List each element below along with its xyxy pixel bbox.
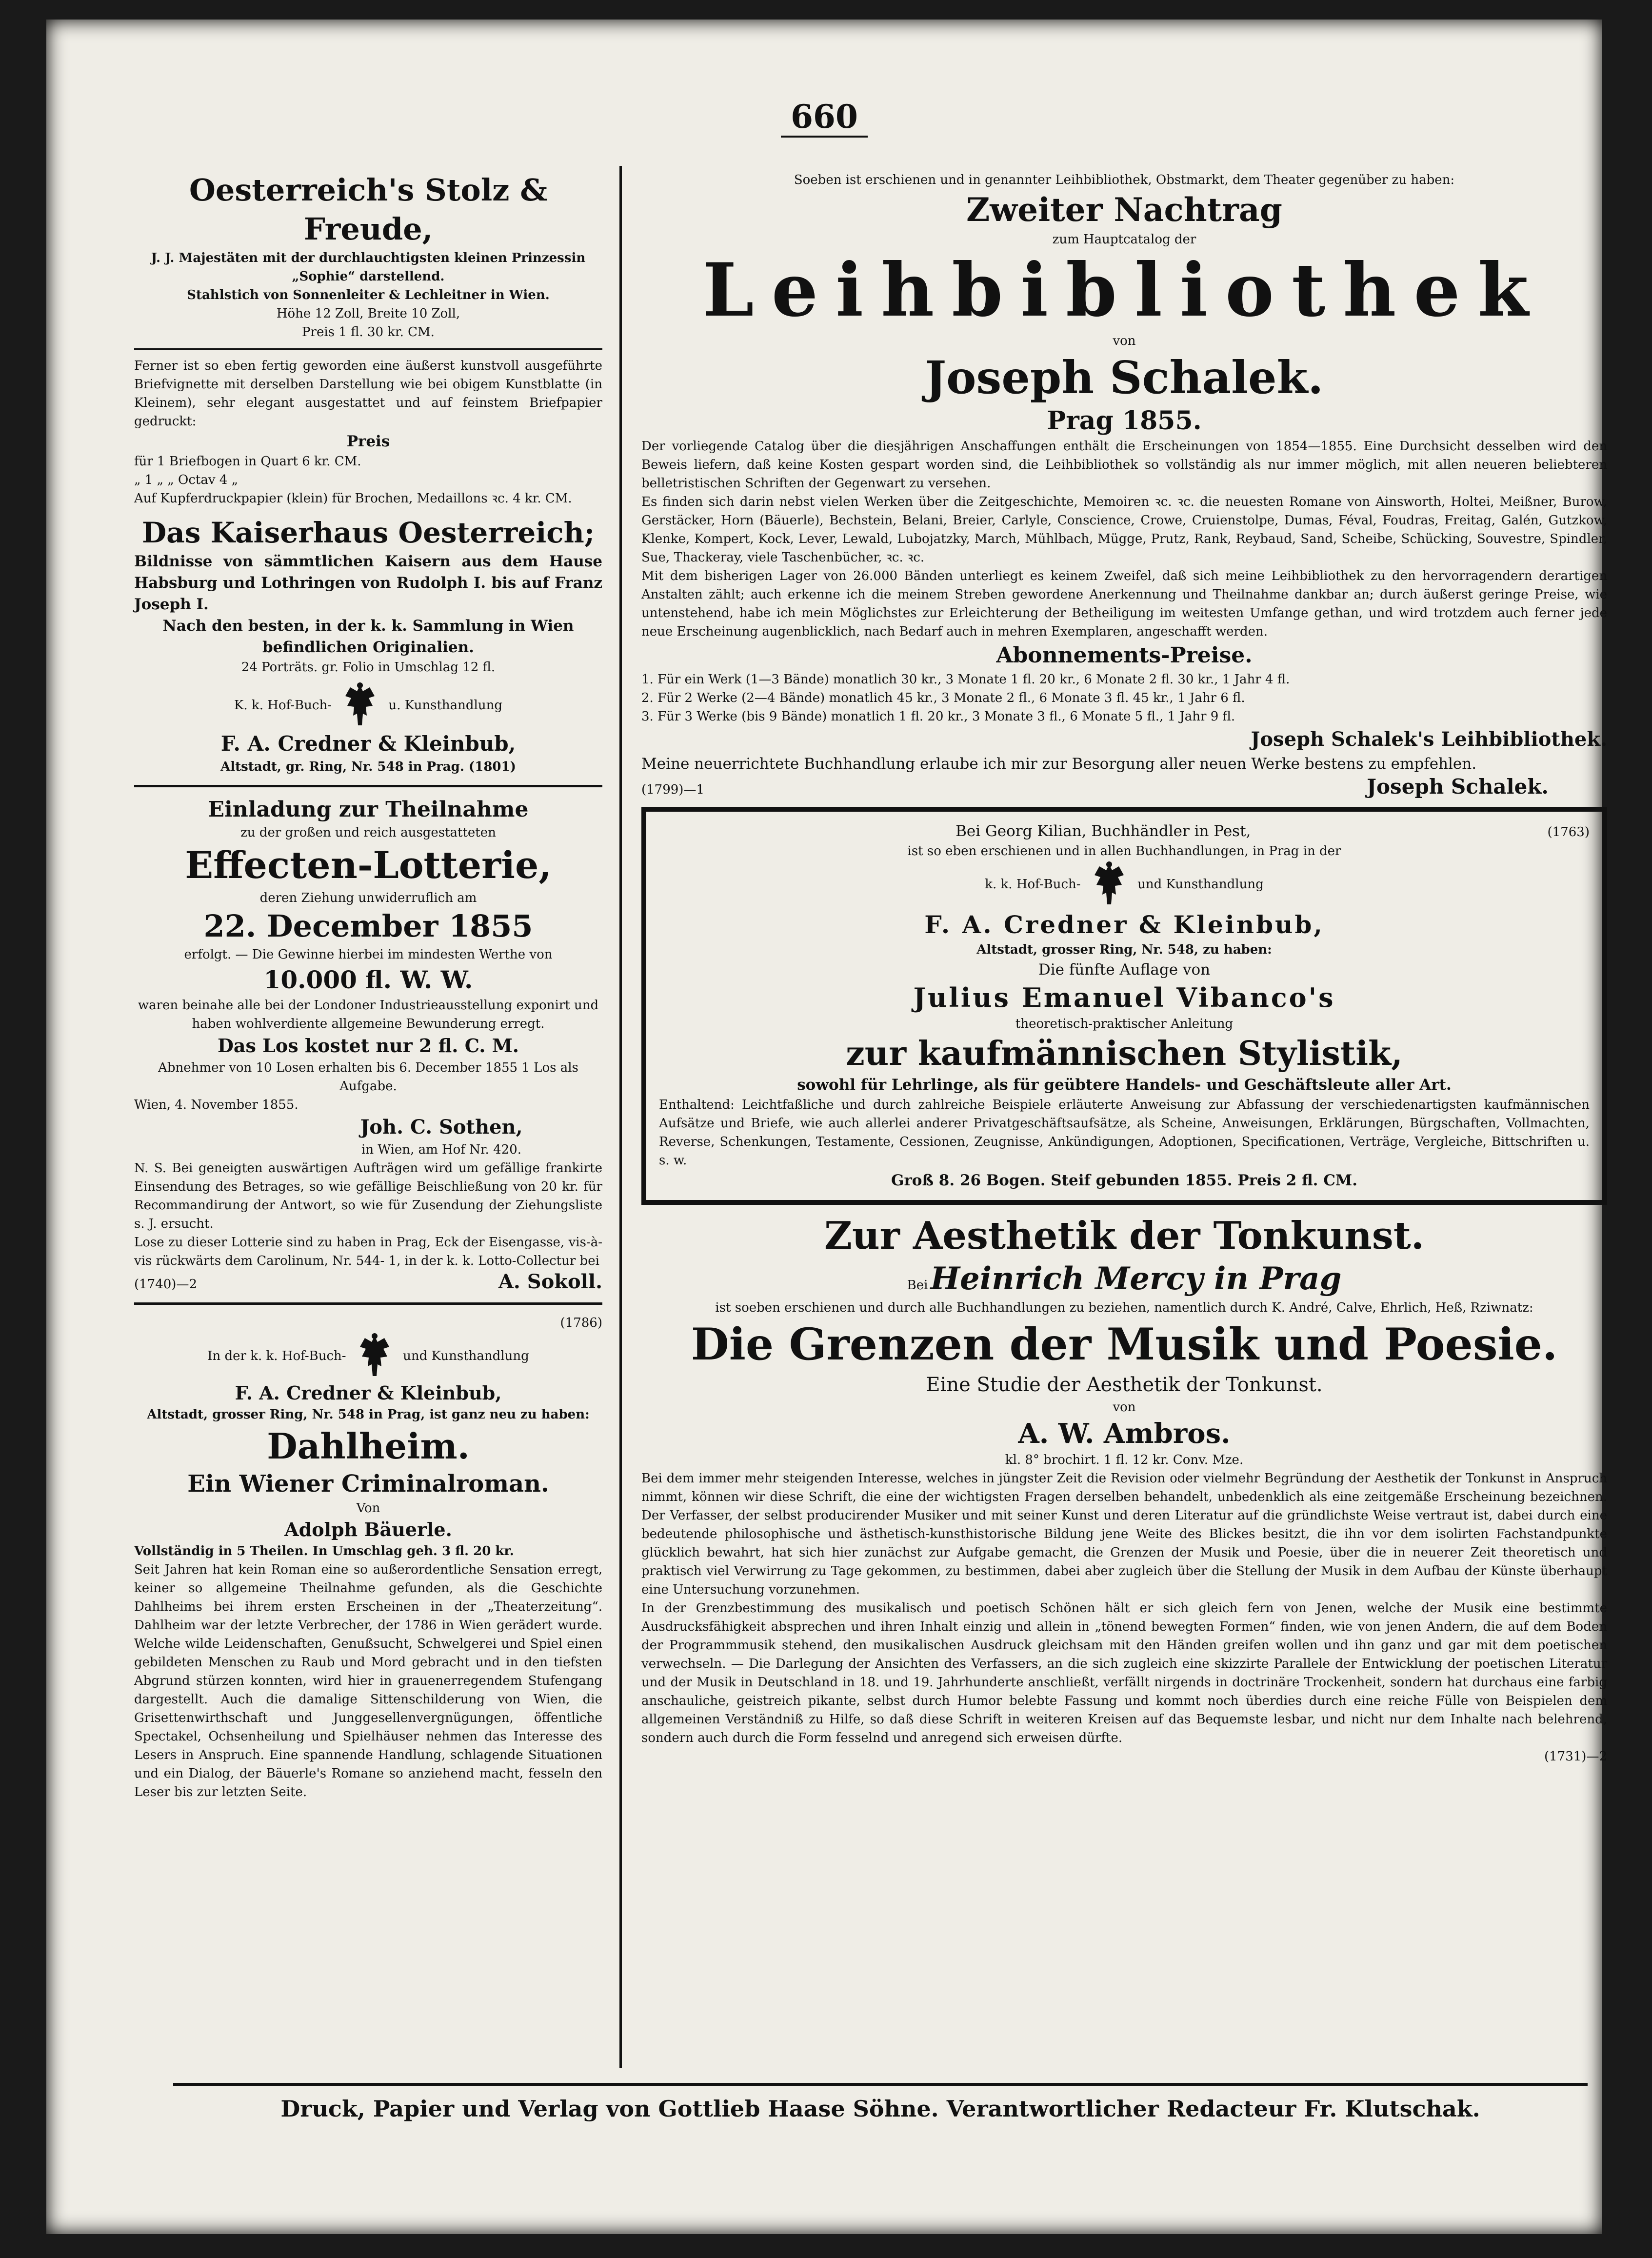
- ad-aesthetik: Zur Aesthetik der Tonkunst. Bei Heinrich Mercy in Prag ist soeben erschienen und durch alle Buchhandlungen zu beziehen, namentlich durch K. André, Calve, Ehrlich, Heß, Rziwnatz: Die Grenzen der Musik und Poesie. Eine Studie der Aesthetik der Tonkunst. von A. W. Ambros. kl. 8° brochirt. 1 fl. 12 kr. Conv. Mze. Bei dem immer mehr steigenden Interesse, welches in jüngster Zeit die Revision oder vielmehr Begründung der Aesthetik der Tonkunst in Anspruch nimmt, können wir diese Schrift, die eine der wichtigsten Fragen derselben behandelt, unbedenklich als eine zeitgemäße Erscheinung bezeichnen. Der Verfasser, der selbst producirender Musiker und mit seiner Kunst und deren Literatur auf die gründlichste Weise vertraut ist, dabei durch eine bedeutende philosophische und ästhetisch-kunsthistorische Bildung jene Weite des Blickes besitzt, die ihn vor dem isolirten Fachstandpunkte glücklich bewahrt, hat sich hier zunächst zur Aufgabe gemacht, die Grenzen der Musik und Poesie, über die in neuerer Zeit theoretisch und praktisch viel Verwirrung zu Tage gekommen, zu bestimmen, dabei aber zugleich über die Stellung der Musik in dem Aufbau der Künste überhaupt eine Untersuchung vorzunehmen. In der Grenzbestimmung des musikalisch und poetisch Schönen hält er sich gleich fern von Jenen, welche der Musik eine bestimmte Ausdrucksfähigkeit absprechen und ihren Inhalt einzig und allein in „tönend bewegten Formen“ finden, wie von jenen Andern, die auf dem Boden der Programmmusik stehend, den musikalischen Ausdruck gleichsam mit den Händen greifen wollen und ihn ganz und gar mit dem poetischen verwechseln. — Die Darlegung der Ansichten des Verfassers, an die sich zugleich eine skizzirte Parallele der Entwicklung der poetischen Literatur und der Musik in Deutschland in 18. und 19. Jahrhunderte anschließt, verfällt nirgends in doctrinäre Trockenheit, sondern hat durchaus eine farbig anschauliche, geistreich pikante, selbst durch Humor belebte Fassung und kommt noch überdies durch eine reiche Fülle von Beispielen dem allgemeinen Verständniß zu Hilfe, so daß diese Schrift in weiteren Kreisen auf das Bequemste lesbar, und nicht nur dem Inhalte nach belehrend, sondern auch durch die Form fesselnd und anregend sich erweisen dürfte. (1731)—2: [641, 1214, 1607, 1764]
- divider: [134, 348, 602, 350]
- ad-kaiserhaus: Das Kaiserhaus Oesterreich; Bildnisse von sämmtlichen Kaisern aus dem Hause Habsburg und Lothringen von Rudolph I. bis auf Franz Joseph I. Nach den besten, in der k. k. Sammlung in Wien befindlichen Originalien. 24 Porträts. gr. Folio in Umschlag 12 fl. K. k. Hof-Buch- u. Kunsthandlung F. A. Credner & Kleinbub, Altstadt, gr. Ring, Nr. 548 in Prag. (1801): [134, 515, 602, 776]
- ad-title: Dahlheim.: [267, 1425, 470, 1467]
- ad-effecten-lotterie: Einladung zur Theilnahme zu der großen und reich ausgestatteten Effecten-Lotterie, deren Ziehung unwiderruflich am 22. December 1855 erfolgt. — Die Gewinne hierbei im mindesten Werthe von 10.000 fl. W. W. waren beinahe alle bei der Londoner Industrieausstellung exponirt und haben wohlverdiente allgemeine Bewunderung erregt. Das Los kostet nur 2 fl. C. M. Abnehmer von 10 Losen erhalten bis 6. December 1855 1 Los als Aufgabe. Wien, 4. November 1855. Joh. C. Sothen, in Wien, am Hof Nr. 420. N. S. Bei geneigten auswärtigen Aufträgen wird um gefällige frankirte Einsendung des Betrages, so wie gefällige Beischließung von 20 kr. für Recommandirung der Antwort, so wie für Zusendung der Ziehungsliste s. J. ersucht. Lose zu dieser Lotterie sind zu haben in Prag, Eck der Eisengasse, vis-à-vis rückwärts dem Carolinum, Nr. 544- 1, in der k. k. Lotto-Collectur bei (1740)—2 A. Sokoll.: [134, 797, 602, 1293]
- ad-title: Oesterreich's Stolz & Freude,: [189, 172, 548, 247]
- ad-leihbibliothek: Soeben ist erschienen und in genannter Leihbibliothek, Obstmarkt, dem Theater gegenüber zu haben: Zweiter Nachtrag zum Hauptcatalog der Leihbibliothek von Joseph Schalek. Prag 1855. Der vorliegende Catalog über die diesjährigen Anschaffungen enthält die Erscheinungen von 1854—1855. Eine Durchsicht desselben wird den Beweis liefern, daß keine Kosten gespart worden sind, die Leihbibliothek so vollständig als nur immer möglich, mit allen neueren beliebteren belletristischen Schriften der Gegenwart zu versehen. Es finden sich darin nebst vielen Werken über die Zeitgeschichte, Memoiren ꝛc. ꝛc. die neuesten Romane von Ainsworth, Holtei, Meißner, Burow, Gerstäcker, Horn (Bäuerle), Bechstein, Belani, Breier, Carlyle, Conscience, Crowe, Cruienstolpe, Dumas, Féval, Foudras, Freitag, Galén, Gutzkow, Klenke, Kompert, Kock, Lever, Lewald, Lubojatzky, March, Mühlbach, Mügge, Prutz, Rank, Reybaud, Sand, Scheibe, Schücking, Souvestre, Spindler, Sue, Thackeray, viele Taschenbücher, ꝛc. ꝛc. Mit dem bisherigen Lager von 26.000 Bänden unterliegt es keinem Zweifel, daß sich meine Leihbibliothek zu den hervorragendern derartigen Anstalten zählt; auch erkenne ich die meinem Streben gewordene Anerkennung und Theilnahme dankbar an; durch äußerst geringe Preise, wie untenstehend, habe ich mein Möglichstes zur Erleichterung der Betheiligung im weitesten Umfange gethan, und wird trotzdem auch ferner jede neue Erscheinung augenblicklich, nach Bedarf auch in mehren Exemplaren, angeschafft werden. Abonnements-Preise. 1. Für ein Werk (1—3 Bände) monatlich 30 kr., 3 Monate 1 fl. 20 kr., 6 Monate 2 fl. 30 kr., 1 Jahr 4 fl. 2. Für 2 Werke (2—4 Bände) monatlich 45 kr., 3 Monate 2 fl., 6 Monate 3 fl. 45 kr., 1 Jahr 6 fl. 3. Für 3 Werke (bis 9 Bände) monatlich 1 fl. 20 kr., 3 Monate 3 fl., 6 Monate 5 fl., 1 Jahr 9 fl. Joseph Schalek's Leihbibliothek. Meine neuerrichtete Buchhandlung erlaube ich mir zur Besorgung aller neuen Werke bestens zu empfehlen. (1799)—1 Joseph Schalek.: [641, 173, 1607, 799]
- double-eagle-icon: [340, 681, 379, 730]
- column-divider: [619, 166, 622, 2068]
- imprint-footer: Druck, Papier und Verlag von Gottlieb Haase Söhne. Verantwortlicher Redacteur Fr. Klutschak.: [173, 2083, 1588, 2122]
- ad-stolz-freude: Oesterreich's Stolz & Freude, J. J. Majestäten mit der durchlauchtigsten kleinen Prinzessin „Sophie“ darstellend. Stahlstich von Sonnenleiter & Lechleitner in Wien. Höhe 12 Zoll, Breite 10 Zoll, Preis 1 fl. 30 kr. CM. Ferner ist so eben fertig geworden eine äußerst kunstvoll ausgeführte Briefvignette mit derselben Darstellung wie bei obigem Kunstblatte (in Kleinem), sehr elegant ausgestattet und auf feinstem Briefpapier gedruckt: Preis für 1 Briefbogen in Quart 6 kr. CM. „ 1 „ „ Octav 4 „ Auf Kupferdruckpapier (klein) für Brochen, Medaillons ꝛc. 4 kr. CM.: [134, 171, 602, 508]
- ad-title: Effecten-Lotterie,: [185, 843, 552, 887]
- right-column: [641, 171, 1607, 1766]
- left-column: [134, 171, 602, 1801]
- page-number: 660: [46, 98, 1602, 136]
- newspaper-page: [46, 20, 1607, 2234]
- double-eagle-icon: [1090, 860, 1129, 909]
- ad-dahlheim: (1786) In der k. k. Hof-Buch- und Kunsthandlung F. A. Credner & Kleinbub, Altstadt, grosser Ring, Nr. 548 in Prag, ist ganz neu zu haben: Dahlheim. Ein Wiener Criminalroman. Von Adolph Bäuerle. Vollständig in 5 Theilen. In Umschlag geh. 3 fl. 20 kr. Seit Jahren hat kein Roman eine so außerordentliche Sensation erregt, keiner so allgemeine Theilnahme gefunden, als die Geschichte Dahlheims bei ihrem ersten Erscheinen in der „Theaterzeitung“. Dahlheim war der letzte Verbrecher, der 1786 in Wien gerädert wurde. Welche wilde Leidenschaften, Genußsucht, Schwelgerei und Spiel einen gebildeten Menschen zu Raub und Mord gebracht und in den tiefsten Abgrund stürzen konnten, wird hier in grauenerregendem Stufengang dargestellt. Auch die damalige Sittenschilderung von Wien, die Grisettenwirthschaft und Junggesellenvergnügungen, öffentliche Spectakel, Ochsenheilung und Spielhäuser nehmen das Interesse des Lesers in Anspruch. Eine spannende Handlung, schlagende Situationen und ein Dialog, der Bäuerle's Romane so anziehend macht, fesseln den Leser bis zur letzten Seite.: [134, 1316, 602, 1799]
- ad-stylistik: Bei Georg Kilian, Buchhändler in Pest, (1763) ist so eben erschienen und in allen Buchhandlungen, in Prag in der k. k. Hof-Buch- und Kunsthandlung F. A. Credner & Kleinbub, Altstadt, grosser Ring, Nr. 548, zu haben: Die fünfte Auflage von Julius Emanuel Vibanco's theoretisch-praktischer Anleitung zur kaufmännischen Stylistik, sowohl für Lehrlinge, als für geübtere Handels- und Geschäftsleute aller Art. Enthaltend: Leichtfaßliche und durch zahlreiche Beispiele erläuterte Anweisung zur Abfassung der verschiedenartigsten kaufmännischen Aufsätze und Briefe, wie auch allerlei anderer Privatgeschäftsaufsätze, als Scheine, Anweisungen, Erklärungen, Bürgschaften, Vollmachten, Reverse, Schenkungen, Testamente, Cessionen, Zeugnisse, Ankündigungen, Adoptionen, Specificationen, Verträge, Vergleiche, Bittschriften u. s. w. Groß 8. 26 Bogen. Steif gebunden 1855. Preis 2 fl. CM.: [641, 807, 1607, 1205]
- divider: [134, 785, 602, 787]
- double-eagle-icon: [355, 1332, 394, 1381]
- ad-title: zur kaufmännischen Stylistik,: [846, 1034, 1403, 1073]
- ad-title: Das Kaiserhaus Oesterreich;: [141, 516, 595, 549]
- ad-title: Zur Aesthetik der Tonkunst.: [824, 1214, 1424, 1258]
- divider: [134, 1302, 602, 1305]
- ad-title: Leihbibliothek: [702, 247, 1546, 333]
